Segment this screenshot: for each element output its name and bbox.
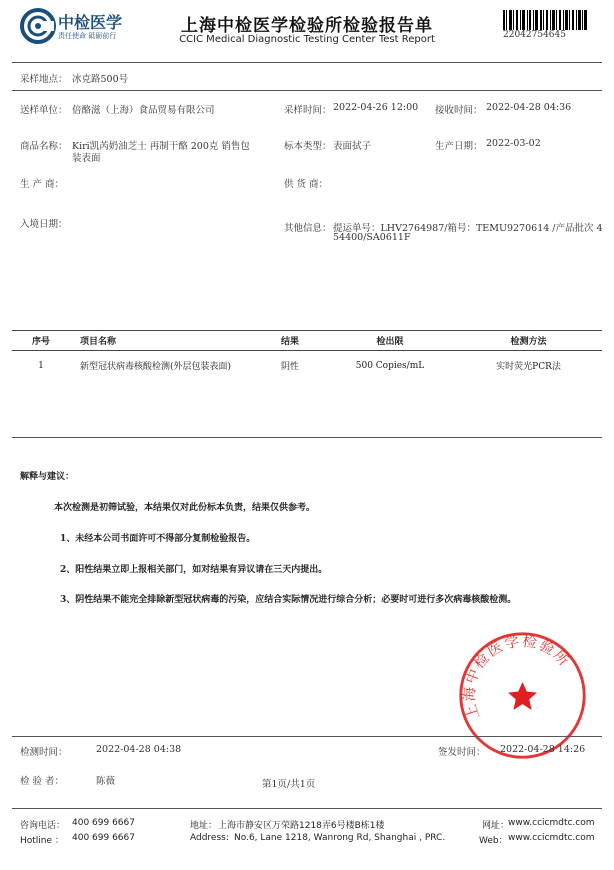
results-table	[12, 330, 602, 380]
cell-item: 新型冠状病毒核酸检测(外层包装表面)	[80, 362, 232, 372]
svg-text:上海中检医学检验所: 上海中检医学检验所	[462, 633, 573, 722]
specimen-type-value: 表面拭子	[333, 141, 372, 152]
sample-time-value: 2022-04-26 12:00	[333, 102, 419, 113]
producer-label: 生 产 商：	[20, 179, 65, 190]
hotline-value: 400 699 6667	[72, 833, 135, 843]
phone-value: 400 699 6667	[72, 818, 135, 828]
col-header-detection-limit: 检出限	[325, 331, 455, 351]
note-line-3: 3、阴性结果不能完全排除新型冠状病毒的污染，应结合实际情况进行综合分析；必要时可进行多次病毒核酸检测。	[60, 595, 517, 605]
col-header-method: 检测方法	[455, 331, 602, 351]
other-info-label: 其他信息：	[284, 223, 332, 234]
note-line-1: 1、未经本公司书面许可不得部分复制检验报告。	[60, 534, 256, 544]
product-value-line1: Kiri凯芮奶油芝士 再制干酪 200克 销售包	[72, 141, 250, 152]
table-header-row	[12, 331, 602, 351]
address-cn-value: 上海市静安区万荣路1218弄6号楼B栋1楼	[218, 821, 385, 831]
other-info-value-line2: 54400/SA0611F	[333, 232, 411, 243]
address-en-value: No.6, Lane 1218, Wanrong Rd, Shanghai , PRC.	[234, 833, 446, 843]
official-seal-icon	[455, 628, 590, 763]
test-time-value: 2022-04-28 04:38	[96, 744, 182, 755]
sampling-location-value: 冰克路500号	[72, 74, 129, 85]
report-title-en: CCIC Medical Diagnostic Testing Center Test Report	[179, 34, 435, 45]
supplier-label: 供 货 商：	[284, 179, 329, 190]
inspector-value: 陈薇	[96, 776, 116, 787]
col-header-item: 项目名称	[70, 331, 255, 351]
production-date-label: 生产日期：	[435, 141, 483, 152]
phone-label: 咨询电话：	[20, 821, 66, 831]
divider	[12, 736, 602, 737]
note-line-0: 本次检测是初筛试验，本结果仅对此份标本负责，结果仅供参考。	[54, 503, 316, 513]
col-header-index: 序号	[12, 331, 70, 351]
receive-time-value: 2022-04-28 04:36	[486, 102, 572, 113]
brand-name: 中检医学	[58, 13, 123, 32]
hotline-label: Hotline ：	[20, 836, 64, 846]
divider	[12, 808, 602, 809]
inspector-label: 检 验 者：	[20, 776, 65, 787]
specimen-type-label: 标本类型：	[284, 141, 332, 152]
report-title-cn: 上海中检医学检验所检验报告单	[181, 16, 433, 36]
product-value-line2: 装表面	[72, 153, 101, 164]
address-en-label: Address:	[190, 833, 229, 843]
issue-time-value: 2022-04-28 14:26	[500, 744, 586, 755]
product-label: 商品名称：	[20, 141, 68, 152]
other-info-value-line1: 提运单号：LHV2764987/箱号：TEMU9270614 /产品批次 4	[333, 223, 603, 234]
cell-index: 1	[38, 360, 44, 371]
address-cn-label: 地址：	[190, 821, 218, 831]
production-date-value: 2022-03-02	[486, 138, 541, 149]
col-header-result: 结果	[255, 331, 325, 351]
table-row	[12, 351, 602, 381]
barcode-number: 22042754645	[503, 30, 566, 40]
sender-label: 送样单位：	[20, 105, 68, 116]
page-info: 第1页/共1页	[262, 779, 316, 790]
entry-date-label: 入境日期：	[20, 219, 68, 230]
divider	[12, 90, 602, 91]
website-cn-label: 网址：	[482, 821, 510, 831]
website-en-link[interactable]: www.ccicmdtc.com	[508, 833, 595, 843]
note-line-2: 2、阳性结果立即上报相关部门，如对结果有异议请在三天内提出。	[60, 565, 328, 575]
website-en-label: Web：	[479, 836, 508, 846]
sender-value: 倍酪滋（上海）食品贸易有限公司	[72, 105, 215, 116]
notes-heading: 解释与建议：	[20, 472, 75, 482]
divider	[12, 62, 602, 63]
test-time-label: 检测时间：	[20, 747, 68, 758]
receive-time-label: 接收时间：	[435, 105, 483, 116]
sampling-location-label: 采样地点：	[20, 74, 68, 85]
cell-method: 实时荧光PCR法	[496, 362, 561, 372]
brand-slogan: 责任使命 砥砺前行	[58, 32, 117, 40]
cell-detection-limit: 500 Copies/mL	[355, 360, 425, 371]
issue-time-label: 签发时间：	[438, 747, 486, 758]
sample-time-label: 采样时间：	[284, 105, 332, 116]
website-cn-link[interactable]: www.ccicmdtc.com	[508, 818, 595, 828]
barcode	[503, 10, 587, 30]
divider	[12, 437, 602, 438]
cell-result: 阴性	[280, 362, 299, 372]
